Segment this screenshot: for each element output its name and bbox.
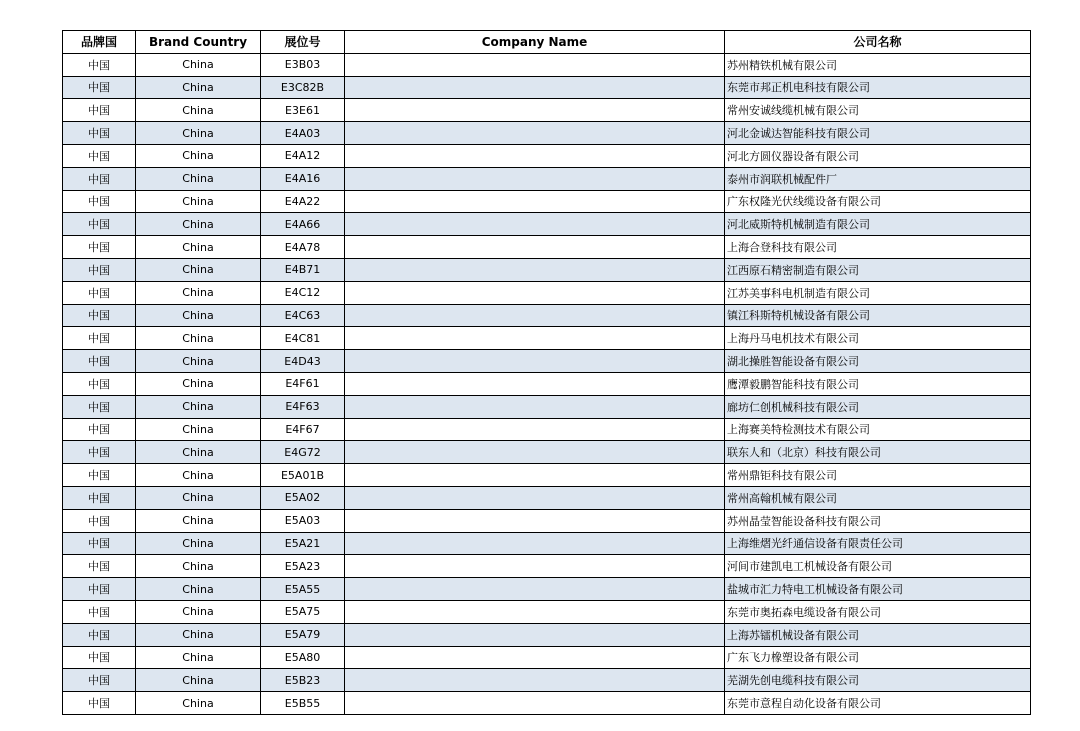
- cell-company-en: [345, 418, 725, 441]
- cell-country: China: [136, 350, 261, 373]
- cell-company-cn: 东莞市邦正机电科技有限公司: [725, 76, 1031, 99]
- cell-company-cn: 芜湖先创电缆科技有限公司: [725, 669, 1031, 692]
- cell-company-en: [345, 464, 725, 487]
- cell-company-en: [345, 236, 725, 259]
- cell-company-cn: 常州鼎钜科技有限公司: [725, 464, 1031, 487]
- table-row: [63, 600, 1031, 623]
- table-row: [63, 395, 1031, 418]
- table-row: [63, 190, 1031, 213]
- cell-region-cn: 中国: [63, 76, 136, 99]
- cell-country: China: [136, 304, 261, 327]
- cell-country: China: [136, 464, 261, 487]
- cell-booth: E5B55: [261, 692, 345, 715]
- cell-region-cn: 中国: [63, 646, 136, 669]
- cell-booth: E4D43: [261, 350, 345, 373]
- cell-region-cn: 中国: [63, 167, 136, 190]
- cell-booth: E4F63: [261, 395, 345, 418]
- cell-booth: E4F61: [261, 372, 345, 395]
- cell-company-cn: 广东飞力橡塑设备有限公司: [725, 646, 1031, 669]
- cell-company-cn: 东莞市意程自动化设备有限公司: [725, 692, 1031, 715]
- cell-region-cn: 中国: [63, 600, 136, 623]
- cell-company-en: [345, 304, 725, 327]
- cell-region-cn: 中国: [63, 623, 136, 646]
- cell-region-cn: 中国: [63, 144, 136, 167]
- cell-region-cn: 中国: [63, 53, 136, 76]
- cell-company-en: [345, 190, 725, 213]
- cell-booth: E5A75: [261, 600, 345, 623]
- table-row: [63, 144, 1031, 167]
- cell-company-cn: 镇江科斯特机械设备有限公司: [725, 304, 1031, 327]
- cell-booth: E5B23: [261, 669, 345, 692]
- cell-booth: E3B03: [261, 53, 345, 76]
- table-row: [63, 623, 1031, 646]
- cell-company-cn: 湖北操胜智能设备有限公司: [725, 350, 1031, 373]
- table-row: [63, 555, 1031, 578]
- cell-country: China: [136, 441, 261, 464]
- cell-company-en: [345, 692, 725, 715]
- table-row: [63, 236, 1031, 259]
- cell-company-cn: 上海丹马电机技术有限公司: [725, 327, 1031, 350]
- cell-company-en: [345, 122, 725, 145]
- table-body: [63, 53, 1031, 714]
- cell-company-cn: 联东人和（北京）科技有限公司: [725, 441, 1031, 464]
- table-row: [63, 350, 1031, 373]
- cell-company-en: [345, 281, 725, 304]
- table-row: [63, 646, 1031, 669]
- cell-company-en: [345, 509, 725, 532]
- cell-country: China: [136, 692, 261, 715]
- cell-region-cn: 中国: [63, 99, 136, 122]
- cell-booth: E4A66: [261, 213, 345, 236]
- table-row: [63, 418, 1031, 441]
- cell-region-cn: 中国: [63, 486, 136, 509]
- cell-region-cn: 中国: [63, 395, 136, 418]
- cell-country: China: [136, 395, 261, 418]
- cell-booth: E5A55: [261, 578, 345, 601]
- cell-country: China: [136, 76, 261, 99]
- header-row: [63, 31, 1031, 54]
- table-row: [63, 281, 1031, 304]
- cell-company-en: [345, 486, 725, 509]
- cell-country: China: [136, 53, 261, 76]
- cell-company-en: [345, 258, 725, 281]
- cell-booth: E5A79: [261, 623, 345, 646]
- cell-country: China: [136, 258, 261, 281]
- cell-booth: E5A21: [261, 532, 345, 555]
- cell-booth: E4A16: [261, 167, 345, 190]
- cell-company-cn: 苏州晶莹智能设备科技有限公司: [725, 509, 1031, 532]
- cell-company-cn: 广东权隆光伏线缆设备有限公司: [725, 190, 1031, 213]
- table-row: [63, 122, 1031, 145]
- cell-company-en: [345, 213, 725, 236]
- cell-region-cn: 中国: [63, 258, 136, 281]
- cell-region-cn: 中国: [63, 464, 136, 487]
- cell-booth: E4F67: [261, 418, 345, 441]
- cell-company-en: [345, 76, 725, 99]
- cell-booth: E4A03: [261, 122, 345, 145]
- cell-company-en: [345, 555, 725, 578]
- table-row: [63, 669, 1031, 692]
- table-row: [63, 578, 1031, 601]
- cell-country: China: [136, 167, 261, 190]
- table-row: [63, 99, 1031, 122]
- cell-region-cn: 中国: [63, 281, 136, 304]
- cell-company-en: [345, 99, 725, 122]
- cell-booth: E4C63: [261, 304, 345, 327]
- cell-company-en: [345, 53, 725, 76]
- cell-company-en: [345, 600, 725, 623]
- cell-company-en: [345, 578, 725, 601]
- table-row: [63, 464, 1031, 487]
- table-row: [63, 327, 1031, 350]
- cell-booth: E5A23: [261, 555, 345, 578]
- table-row: [63, 167, 1031, 190]
- cell-booth: E5A80: [261, 646, 345, 669]
- cell-country: China: [136, 236, 261, 259]
- table-row: [63, 441, 1031, 464]
- cell-booth: E4B71: [261, 258, 345, 281]
- cell-booth: E4A22: [261, 190, 345, 213]
- cell-country: China: [136, 600, 261, 623]
- cell-country: China: [136, 281, 261, 304]
- cell-region-cn: 中国: [63, 692, 136, 715]
- table-row: [63, 372, 1031, 395]
- header-brand-region-cn: 品牌国: [63, 31, 136, 54]
- cell-country: China: [136, 190, 261, 213]
- cell-company-cn: 泰州市润联机械配件厂: [725, 167, 1031, 190]
- header-booth-cn: 展位号: [261, 31, 345, 54]
- cell-company-en: [345, 395, 725, 418]
- exhibitor-table: [62, 30, 1031, 715]
- cell-region-cn: 中国: [63, 578, 136, 601]
- cell-country: China: [136, 555, 261, 578]
- cell-company-cn: 江西原石精密制造有限公司: [725, 258, 1031, 281]
- cell-booth: E3C82B: [261, 76, 345, 99]
- cell-company-en: [345, 372, 725, 395]
- cell-country: China: [136, 646, 261, 669]
- cell-region-cn: 中国: [63, 441, 136, 464]
- cell-country: China: [136, 418, 261, 441]
- cell-company-cn: 盐城市汇力特电工机械设备有限公司: [725, 578, 1031, 601]
- table-row: [63, 304, 1031, 327]
- cell-company-cn: 河间市建凯电工机械设备有限公司: [725, 555, 1031, 578]
- cell-company-cn: 东莞市奥拓森电缆设备有限公司: [725, 600, 1031, 623]
- cell-company-cn: 河北方圆仪器设备有限公司: [725, 144, 1031, 167]
- cell-company-cn: 上海维熠光纤通信设备有限责任公司: [725, 532, 1031, 555]
- cell-company-en: [345, 167, 725, 190]
- header-company-name: Company Name: [345, 31, 725, 54]
- table-row: [63, 76, 1031, 99]
- cell-company-en: [345, 327, 725, 350]
- cell-region-cn: 中国: [63, 555, 136, 578]
- cell-country: China: [136, 122, 261, 145]
- cell-region-cn: 中国: [63, 122, 136, 145]
- cell-region-cn: 中国: [63, 418, 136, 441]
- cell-country: China: [136, 486, 261, 509]
- cell-region-cn: 中国: [63, 213, 136, 236]
- cell-country: China: [136, 578, 261, 601]
- table-row: [63, 53, 1031, 76]
- cell-company-cn: 江苏美事科电机制造有限公司: [725, 281, 1031, 304]
- cell-country: China: [136, 99, 261, 122]
- cell-booth: E5A02: [261, 486, 345, 509]
- cell-company-en: [345, 623, 725, 646]
- cell-company-en: [345, 144, 725, 167]
- table-row: [63, 258, 1031, 281]
- cell-country: China: [136, 144, 261, 167]
- cell-booth: E5A03: [261, 509, 345, 532]
- cell-company-cn: 河北威斯特机械制造有限公司: [725, 213, 1031, 236]
- cell-booth: E3E61: [261, 99, 345, 122]
- cell-country: China: [136, 669, 261, 692]
- cell-company-en: [345, 646, 725, 669]
- cell-booth: E4C12: [261, 281, 345, 304]
- table-row: [63, 532, 1031, 555]
- cell-booth: E4A12: [261, 144, 345, 167]
- cell-company-cn: 常州安诚线缆机械有限公司: [725, 99, 1031, 122]
- cell-company-cn: 上海赛美特检测技术有限公司: [725, 418, 1031, 441]
- header-brand-country: Brand Country: [136, 31, 261, 54]
- cell-company-cn: 上海苏镭机械设备有限公司: [725, 623, 1031, 646]
- cell-booth: E5A01B: [261, 464, 345, 487]
- cell-region-cn: 中国: [63, 372, 136, 395]
- cell-country: China: [136, 327, 261, 350]
- table-row: [63, 509, 1031, 532]
- table-row: [63, 486, 1031, 509]
- cell-booth: E4G72: [261, 441, 345, 464]
- cell-company-cn: 廊坊仁创机械科技有限公司: [725, 395, 1031, 418]
- table-row: [63, 213, 1031, 236]
- header-company-name-cn: 公司名称: [725, 31, 1031, 54]
- cell-country: China: [136, 532, 261, 555]
- cell-booth: E4A78: [261, 236, 345, 259]
- cell-booth: E4C81: [261, 327, 345, 350]
- table-row: [63, 692, 1031, 715]
- cell-region-cn: 中国: [63, 190, 136, 213]
- cell-company-en: [345, 669, 725, 692]
- cell-region-cn: 中国: [63, 236, 136, 259]
- cell-company-cn: 苏州精铁机械有限公司: [725, 53, 1031, 76]
- cell-region-cn: 中国: [63, 304, 136, 327]
- cell-region-cn: 中国: [63, 532, 136, 555]
- cell-company-en: [345, 441, 725, 464]
- cell-region-cn: 中国: [63, 509, 136, 532]
- cell-region-cn: 中国: [63, 669, 136, 692]
- cell-country: China: [136, 623, 261, 646]
- cell-company-cn: 鹰潭毅鹏智能科技有限公司: [725, 372, 1031, 395]
- cell-company-en: [345, 532, 725, 555]
- cell-company-cn: 上海合登科技有限公司: [725, 236, 1031, 259]
- cell-region-cn: 中国: [63, 327, 136, 350]
- cell-company-en: [345, 350, 725, 373]
- cell-company-cn: 河北金诚达智能科技有限公司: [725, 122, 1031, 145]
- cell-country: China: [136, 509, 261, 532]
- cell-country: China: [136, 372, 261, 395]
- cell-company-cn: 常州高翰机械有限公司: [725, 486, 1031, 509]
- cell-region-cn: 中国: [63, 350, 136, 373]
- cell-country: China: [136, 213, 261, 236]
